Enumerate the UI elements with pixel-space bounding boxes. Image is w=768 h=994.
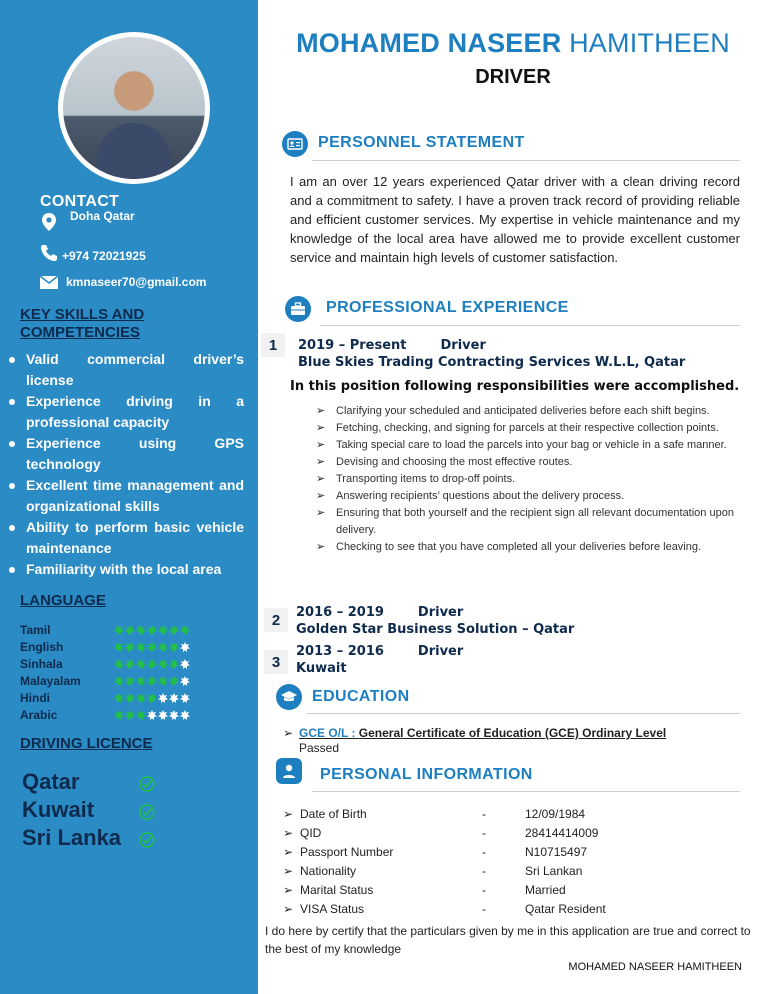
arrow-bullet-icon: ➢ xyxy=(283,806,294,821)
rating-dot-empty-icon xyxy=(180,676,190,686)
skills-title xyxy=(20,306,258,342)
statement-icon xyxy=(282,131,308,157)
personal-info-value: Married xyxy=(525,882,566,897)
checkmark-circle-icon xyxy=(138,829,156,847)
rating-dot-filled-icon xyxy=(125,693,135,703)
rating-dot-empty-icon xyxy=(169,693,179,703)
person-icon xyxy=(276,758,302,784)
rating-dot-filled-icon xyxy=(169,642,179,652)
licence-country: Kuwait xyxy=(22,797,95,822)
declaration: I do here by certify that the particulars given by me in this application are true and correct to the best of my knowledge xyxy=(265,924,751,956)
education-status: Passed xyxy=(299,741,340,755)
full-name xyxy=(258,28,768,59)
rating-dot-filled-icon xyxy=(169,659,179,669)
personal-info-value: N10715497 xyxy=(525,844,588,859)
personal-info-row xyxy=(283,823,725,842)
job-header-3 xyxy=(296,644,463,659)
duty-item: ➢ Devising and choosing the most effective routes. xyxy=(314,454,734,471)
language-row xyxy=(20,706,190,723)
duty-item: ➢ Answering recipients’ questions about the delivery process. xyxy=(314,488,734,505)
language-list xyxy=(20,621,190,723)
checkmark-circle-icon xyxy=(138,801,156,819)
graduation-cap-icon xyxy=(276,684,302,710)
rating-dot-filled-icon xyxy=(147,659,157,669)
job-number-2: 2 xyxy=(264,608,288,632)
signature-name: MOHAMED NASEER HAMITHEEN xyxy=(568,961,742,973)
personal-info-value: 12/09/1984 xyxy=(525,806,586,821)
language-name: English xyxy=(20,639,64,654)
personal-info-table xyxy=(283,804,725,918)
arrow-bullet-icon: ➢ xyxy=(283,825,294,840)
job-title-2: Driver xyxy=(417,605,464,620)
statement-title: PERSONNEL STATEMENT xyxy=(318,134,525,151)
rating-dot-empty-icon xyxy=(180,693,190,703)
job-company-2: Golden Star Business Solution – Qatar xyxy=(296,622,575,637)
education-title: EDUCATION xyxy=(312,688,410,705)
licence-row xyxy=(22,796,156,824)
personal-info-title: PERSONAL INFORMATION xyxy=(320,766,533,783)
rating-dot-filled-icon xyxy=(180,625,190,635)
personal-info-label: Nationality xyxy=(300,863,357,878)
skill-item: Excellent time management and organizational skills xyxy=(4,475,244,517)
job-role: DRIVER xyxy=(475,66,551,88)
rating-dot-filled-icon xyxy=(169,625,179,635)
rating-dot-filled-icon xyxy=(114,676,124,686)
language-level-rating xyxy=(114,642,190,652)
arrow-bullet-icon: ➢ xyxy=(283,901,294,916)
job-title-3: Driver xyxy=(417,644,464,659)
language-level-rating xyxy=(114,625,190,635)
education-divider xyxy=(306,713,740,714)
contact-location xyxy=(40,209,135,231)
language-name: Hindi xyxy=(20,690,50,705)
language-level-rating xyxy=(114,693,190,703)
personal-info-label: QID xyxy=(300,825,322,840)
rating-dot-filled-icon xyxy=(125,676,135,686)
language-row xyxy=(20,689,190,706)
job-header-2 xyxy=(296,605,463,620)
job-title-1: Driver xyxy=(440,338,486,353)
duty-item: ➢ Transporting items to drop-off points. xyxy=(314,471,734,488)
skill-item: Experience using GPS technology xyxy=(4,433,244,475)
checkmark-circle-icon xyxy=(138,773,156,791)
name-rest: HAMITHEEN xyxy=(569,28,730,58)
sidebar xyxy=(0,0,258,994)
contact-email xyxy=(40,273,206,291)
job-period-1: 2019 – Present xyxy=(298,338,407,353)
personal-info-separator: - xyxy=(482,863,486,878)
job-number-3: 3 xyxy=(264,650,288,674)
language-level-rating xyxy=(114,710,190,720)
contact-phone xyxy=(40,243,146,263)
personal-info-divider xyxy=(312,791,740,792)
avatar xyxy=(58,32,210,184)
statement-divider xyxy=(312,160,740,161)
personal-info-value: Qatar Resident xyxy=(525,901,606,916)
rating-dot-filled-icon xyxy=(114,625,124,635)
rating-dot-filled-icon xyxy=(158,625,168,635)
skill-item: Ability to perform basic vehicle maintenance xyxy=(4,517,244,559)
education-abbr: GCE O/L : xyxy=(299,726,356,740)
briefcase-icon xyxy=(285,296,311,322)
personal-info-value: Sri Lankan xyxy=(525,863,583,878)
rating-dot-filled-icon xyxy=(114,710,124,720)
language-row xyxy=(20,672,190,689)
personal-info-separator: - xyxy=(482,901,486,916)
rating-dot-empty-icon xyxy=(169,710,179,720)
arrow-bullet-icon: ➢ xyxy=(283,863,294,878)
skill-item: Valid commercial driver’s license xyxy=(4,349,244,391)
language-name: Arabic xyxy=(20,707,58,722)
rating-dot-empty-icon xyxy=(180,642,190,652)
duty-item: ➢ Taking special care to load the parcels into your bag or vehicle in a safe manner. xyxy=(314,437,734,454)
skill-item: Familiarity with the local area xyxy=(4,559,244,580)
duties-list xyxy=(314,403,734,591)
personal-info-row xyxy=(283,899,725,918)
job-company-3: Kuwait xyxy=(296,661,347,676)
profile-photo xyxy=(63,37,205,179)
contact-email-text[interactable]: kmnaseer70@gmail.com xyxy=(66,275,207,289)
rating-dot-filled-icon xyxy=(114,659,124,669)
language-row xyxy=(20,655,190,672)
education-qualification-line xyxy=(299,726,666,740)
personal-info-row xyxy=(283,842,725,861)
rating-dot-filled-icon xyxy=(114,642,124,652)
skills-list xyxy=(4,349,244,580)
rating-dot-empty-icon xyxy=(158,693,168,703)
contact-location-text: Doha Qatar xyxy=(70,209,135,223)
personal-info-row xyxy=(283,804,725,823)
licence-row xyxy=(22,768,156,796)
rating-dot-filled-icon xyxy=(158,659,168,669)
personal-info-label: Marital Status xyxy=(300,882,374,897)
personal-info-separator: - xyxy=(482,882,486,897)
rating-dot-filled-icon xyxy=(136,625,146,635)
rating-dot-filled-icon xyxy=(136,642,146,652)
job-header-1 xyxy=(298,338,486,353)
licence-country: Sri Lanka xyxy=(22,825,122,850)
job-number-1: 1 xyxy=(261,333,285,357)
duty-item: ➢ Ensuring that both yourself and the recipient sign all relevant documentation upon delivery. xyxy=(314,505,734,539)
skill-item: Experience driving in a professional capacity xyxy=(4,391,244,433)
experience-title: PROFESSIONAL EXPERIENCE xyxy=(326,299,569,316)
statement-text: I am an over 12 years experienced Qatar driver with a clean driving record and a commitment to safety. I have a proven track record of providing reliable and efficient customer services. My expertise in vehicle maintenance and my knowledge of the local area have allowed me to provide excellent customer service and maintain high levels of customer satisfaction. xyxy=(290,174,740,265)
licence-title: DRIVING LICENCE xyxy=(20,735,153,752)
language-name: Sinhala xyxy=(20,656,63,671)
email-icon xyxy=(40,273,58,291)
personal-info-label: VISA Status xyxy=(300,901,365,916)
licence-list xyxy=(22,768,156,852)
personal-info-label: Passport Number xyxy=(300,844,394,859)
rating-dot-filled-icon xyxy=(147,625,157,635)
rating-dot-filled-icon xyxy=(169,676,179,686)
personal-info-row xyxy=(283,880,725,899)
duty-item: ➢ Checking to see that you have completed all your deliveries before leaving. xyxy=(314,539,734,556)
education-item xyxy=(283,725,733,741)
rating-dot-filled-icon xyxy=(136,710,146,720)
rating-dot-filled-icon xyxy=(147,693,157,703)
rating-dot-filled-icon xyxy=(147,676,157,686)
job-period-2: 2016 – 2019 xyxy=(296,605,384,620)
education-qualification: General Certificate of Education (GCE) Ordinary Level xyxy=(358,726,667,740)
licence-row xyxy=(22,824,156,852)
contact-title: CONTACT xyxy=(40,193,120,210)
personal-info-label: Date of Birth xyxy=(300,806,367,821)
skills-title-text: KEY SKILLS AND COMPETENCIES xyxy=(20,306,145,341)
language-name: Malayalam xyxy=(20,673,81,688)
rating-dot-filled-icon xyxy=(136,659,146,669)
duty-item: ➢ Clarifying your scheduled and anticipated deliveries before each shift begins. xyxy=(314,403,734,420)
licence-country: Qatar xyxy=(22,769,80,794)
location-pin-icon xyxy=(40,213,58,231)
contact-phone-text: +974 72021925 xyxy=(62,249,146,263)
rating-dot-empty-icon xyxy=(158,710,168,720)
rating-dot-filled-icon xyxy=(136,676,146,686)
job-company-1: Blue Skies Trading Contracting Services W.L.L, Qatar xyxy=(298,355,686,370)
name-bold: MOHAMED NASEER xyxy=(296,28,562,58)
responsibilities-heading: In this position following responsibilities were accomplished. xyxy=(290,379,740,394)
rating-dot-empty-icon xyxy=(147,710,157,720)
arrow-bullet-icon: ➢ xyxy=(283,844,294,859)
language-level-rating xyxy=(114,659,190,669)
rating-dot-filled-icon xyxy=(125,642,135,652)
arrow-bullet-icon: ➢ xyxy=(283,882,294,897)
language-row xyxy=(20,638,190,655)
rating-dot-filled-icon xyxy=(158,676,168,686)
experience-divider xyxy=(320,325,740,326)
language-name: Tamil xyxy=(20,622,51,637)
language-level-rating xyxy=(114,676,190,686)
personal-info-separator: - xyxy=(482,806,486,821)
rating-dot-filled-icon xyxy=(147,642,157,652)
language-row xyxy=(20,621,190,638)
rating-dot-filled-icon xyxy=(158,642,168,652)
rating-dot-empty-icon xyxy=(180,710,190,720)
job-period-3: 2013 – 2016 xyxy=(296,644,384,659)
personal-info-separator: - xyxy=(482,844,486,859)
personal-info-separator: - xyxy=(482,825,486,840)
rating-dot-filled-icon xyxy=(125,710,135,720)
arrow-bullet-icon: ➢ xyxy=(283,726,294,740)
rating-dot-filled-icon xyxy=(114,693,124,703)
rating-dot-filled-icon xyxy=(136,693,146,703)
rating-dot-empty-icon xyxy=(180,659,190,669)
language-title: LANGUAGE xyxy=(20,592,106,609)
phone-icon xyxy=(40,244,58,262)
rating-dot-filled-icon xyxy=(125,625,135,635)
personal-info-value: 28414414009 xyxy=(525,825,599,840)
personal-info-row xyxy=(283,861,725,880)
duty-item: ➢ Fetching, checking, and signing for parcels at their respective collection points. xyxy=(314,420,734,437)
rating-dot-filled-icon xyxy=(125,659,135,669)
